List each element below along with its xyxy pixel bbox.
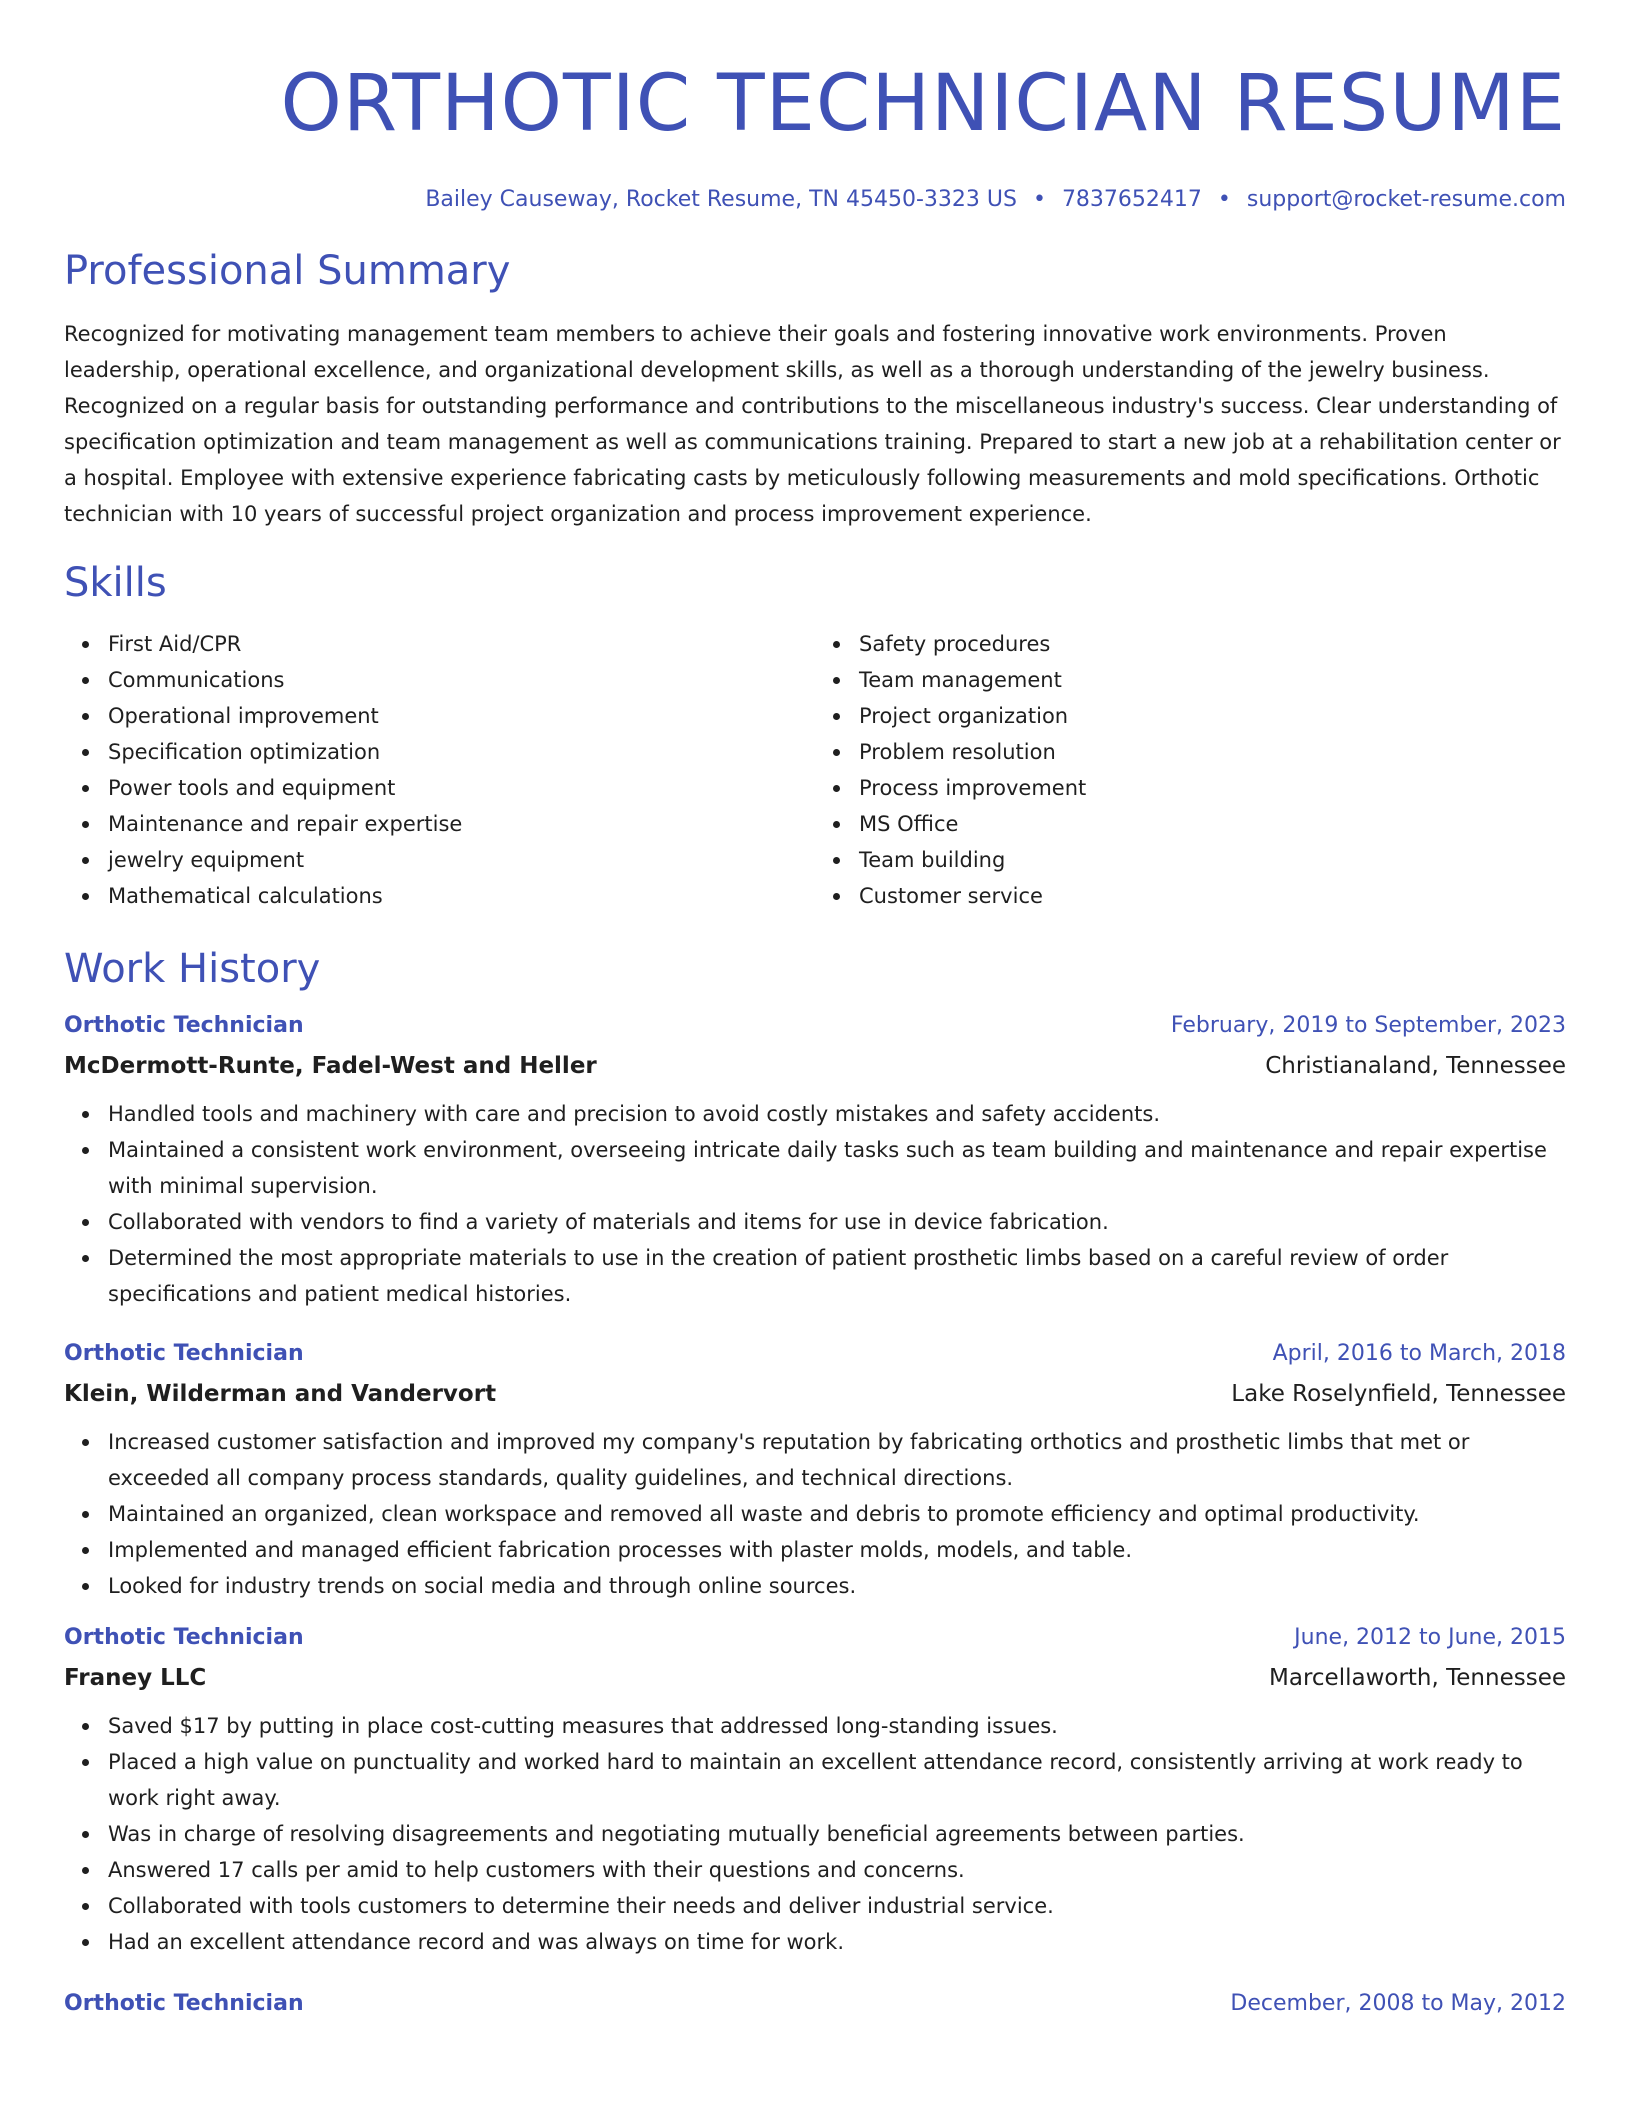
- summary-heading: Professional Summary: [64, 248, 511, 294]
- skill-item: Communications: [108, 662, 815, 698]
- job-duty: Increased customer satisfaction and improved my company's reputation by fabricating orthotics and prosthetic limbs that met or exceeded all company process standards, quality guidelines, and technical directions.: [108, 1424, 1566, 1496]
- contact-phone: 7837652417: [1061, 187, 1202, 212]
- job-duties-list: [64, 1424, 1566, 1604]
- job-entry: [64, 1334, 1566, 1604]
- skill-item: Operational improvement: [108, 698, 815, 734]
- job-duty: Was in charge of resolving disagreements and negotiating mutually beneficial agreements between parties.: [108, 1816, 1566, 1852]
- job-title: Orthotic Technician: [64, 1341, 304, 1366]
- job-company: McDermott-Runte, Fadel-West and Heller: [64, 1053, 597, 1079]
- job-dates: December, 2008 to May, 2012: [1230, 1991, 1566, 2016]
- job-entry: [64, 1006, 1566, 1312]
- job-duty: Maintained a consistent work environment, overseeing intricate daily tasks such as team building and maintenance and repair expertise with minimal supervision.: [108, 1132, 1566, 1204]
- skill-item: Process improvement: [859, 770, 1566, 806]
- job-location: Marcellaworth, Tennessee: [1269, 1665, 1566, 1691]
- job-company-row: [64, 1046, 1566, 1086]
- job-entry: [64, 1984, 1566, 2024]
- contact-separator: •: [1032, 187, 1046, 212]
- job-duty: Collaborated with vendors to find a variety of materials and items for use in device fabrication.: [108, 1204, 1566, 1240]
- job-duty: Maintained an organized, clean workspace and removed all waste and debris to promote efficiency and optimal productivity.: [108, 1496, 1566, 1532]
- skill-item: Mathematical calculations: [108, 878, 815, 914]
- job-company: Franey LLC: [64, 1665, 207, 1691]
- job-header-row: [64, 1006, 1566, 1046]
- contact-email: support@rocket-resume.com: [1246, 187, 1566, 212]
- job-duty: Had an excellent attendance record and was always on time for work.: [108, 1924, 1566, 1960]
- job-dates: February, 2019 to September, 2023: [1170, 1013, 1566, 1038]
- summary-text: Recognized for motivating management team members to achieve their goals and fostering innovative work environments. Proven leadership, operational excellence, and organizational development skills, as well as a thorough understanding of the jewelry business. Recognized on a regular basis for outstanding performance and contributions to the miscellaneous industry's success. Clear understanding of specification optimization and team management as well as communications training. Prepared to start a new job at a rehabilitation center or a hospital. Employee with extensive experience fabricating casts by meticulously following measurements and mold specifications. Orthotic technician with 10 years of successful project organization and process improvement experience.: [64, 322, 1561, 526]
- job-duty: Determined the most appropriate materials to use in the creation of patient prosthetic limbs based on a careful review of order specifications and patient medical histories.: [108, 1240, 1566, 1312]
- job-duty: Handled tools and machinery with care and precision to avoid costly mistakes and safety accidents.: [108, 1096, 1566, 1132]
- skill-item: jewelry equipment: [108, 842, 815, 878]
- job-header-row: [64, 1984, 1566, 2024]
- job-duty: Looked for industry trends on social media and through online sources.: [108, 1568, 1566, 1604]
- skill-item: Specification optimization: [108, 734, 815, 770]
- resume-title: ORTHOTIC TECHNICIAN RESUME: [280, 59, 1566, 149]
- job-location: Christianaland, Tennessee: [1265, 1053, 1566, 1079]
- job-header-row: [64, 1618, 1566, 1658]
- skill-item: Problem resolution: [859, 734, 1566, 770]
- job-title: Orthotic Technician: [64, 1991, 304, 2016]
- work-history-heading: Work History: [64, 946, 321, 992]
- skills-right-column: [815, 626, 1566, 914]
- skills-heading: Skills: [64, 560, 167, 606]
- job-duty: Saved $17 by putting in place cost-cutting measures that addressed long-standing issues.: [108, 1708, 1566, 1744]
- skill-item: Power tools and equipment: [108, 770, 815, 806]
- job-duties-list: [64, 1096, 1566, 1312]
- job-company-row: [64, 1658, 1566, 1698]
- job-duty: Answered 17 calls per amid to help customers with their questions and concerns.: [108, 1852, 1566, 1888]
- job-company: Klein, Wilderman and Vandervort: [64, 1381, 497, 1407]
- skill-item: Team building: [859, 842, 1566, 878]
- job-duty: Collaborated with tools customers to determine their needs and deliver industrial service.: [108, 1888, 1566, 1924]
- job-title: Orthotic Technician: [64, 1013, 304, 1038]
- skills-grid: [64, 626, 1566, 914]
- skills-left-column: [64, 626, 815, 914]
- skill-item: Customer service: [859, 878, 1566, 914]
- skill-item: MS Office: [859, 806, 1566, 842]
- job-company-row: [64, 1374, 1566, 1414]
- skill-item: Project organization: [859, 698, 1566, 734]
- job-title: Orthotic Technician: [64, 1625, 304, 1650]
- skill-item: Maintenance and repair expertise: [108, 806, 815, 842]
- job-header-row: [64, 1334, 1566, 1374]
- resume-page: [64, 0, 1566, 2024]
- job-duties-list: [64, 1708, 1566, 1960]
- contact-address: Bailey Causeway, Rocket Resume, TN 45450-3323 US: [425, 187, 1017, 212]
- job-dates: June, 2012 to June, 2015: [1294, 1625, 1566, 1650]
- contact-line: [64, 184, 1566, 216]
- job-duty: Placed a high value on punctuality and worked hard to maintain an excellent attendance record, consistently arriving at work ready to work right away.: [108, 1744, 1566, 1816]
- job-location: Lake Roselynfield, Tennessee: [1231, 1381, 1566, 1407]
- skill-item: Safety procedures: [859, 626, 1566, 662]
- job-dates: April, 2016 to March, 2018: [1272, 1341, 1566, 1366]
- contact-separator: •: [1217, 187, 1231, 212]
- skill-item: First Aid/CPR: [108, 626, 815, 662]
- job-entry: [64, 1618, 1566, 1960]
- job-duty: Implemented and managed efficient fabrication processes with plaster molds, models, and table.: [108, 1532, 1566, 1568]
- skill-item: Team management: [859, 662, 1566, 698]
